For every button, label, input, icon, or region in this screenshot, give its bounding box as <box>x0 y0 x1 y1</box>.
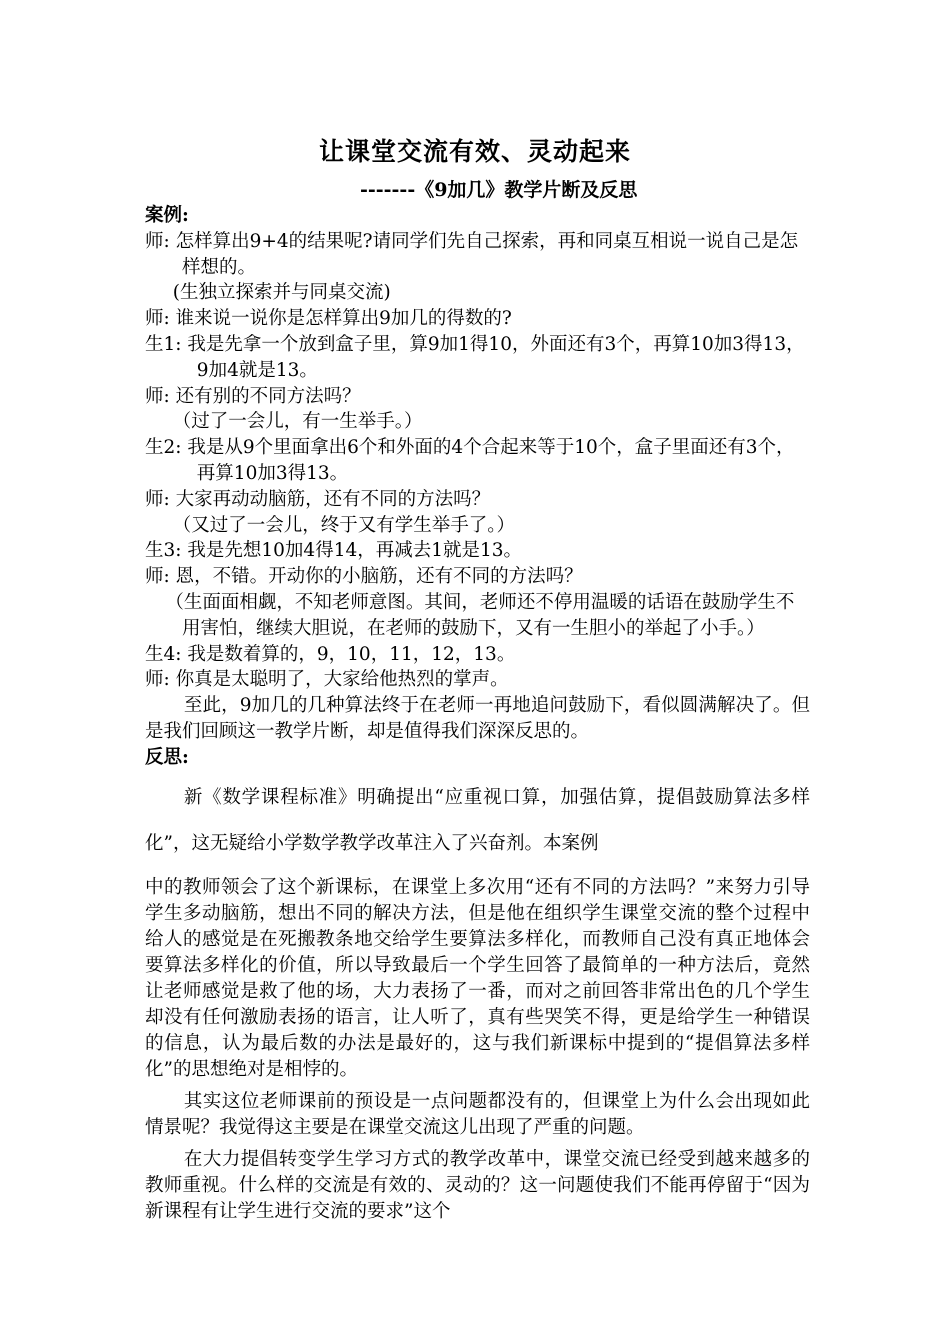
reflection-paragraph: 新《数学课程标准》明确提出“应重视口算，加强估算，提倡鼓励算法多样化”，这无疑给小学数学教学改革注入了兴奋剂。本案例 <box>145 786 810 854</box>
page-subtitle: -------《9加几》教学片断及反思 <box>360 179 638 201</box>
case-line: 师: 怎样算出9+4的结果呢?请同学们先自己探索，再和同桌互相说一说自己是怎样想的。 <box>145 230 799 278</box>
page-title: 让课堂交流有效、灵动起来 <box>318 137 631 166</box>
reflection-heading: 反思: <box>145 746 189 768</box>
case-line: 生4: 我是数着算的，9，10，11，12，13。 <box>145 643 516 665</box>
case-line: 师: 谁来说一说你是怎样算出9加几的得数的? <box>145 308 512 330</box>
case-line: 生3: 我是先想10加4得14，再减去1就是13。 <box>145 540 523 562</box>
reflection-paragraph: 其实这位老师课前的预设是一点问题都没有的，但课堂上为什么会出现如此情景呢？我觉得这主要是在课堂交流这儿出现了严重的问题。 <box>145 1090 810 1138</box>
document-body <box>145 203 810 1225</box>
case-note: （过了一会儿，有一生举手。） <box>172 411 423 433</box>
reflection-paragraph: 中的教师领会了这个新课标，在课堂上多次用“还有不同的方法吗？”来努力引导学生多动脑筋，想出不同的解决方法，但是他在组织学生课堂交流的整个过程中给人的感觉是在死搬教条地交给学生要算法多样化，而教师自己没有真正地体会要算法多样化的价值，所以导致最后一个学生回答了最简单的一种方法后，竟然让老师感觉是救了他的场，大力表扬了一番，而对之前回答非常出色的几个学生却没有任何激励表扬的语言，让人听了，真有些哭笑不得，更是给学生一种错误的信息，认为最后数的办法是最好的，这与我们新课标中提到的“提倡算法多样化”的思想绝对是相悖的。 <box>145 876 810 1080</box>
case-line: 师: 你真是太聪明了，大家给他热烈的掌声。 <box>145 669 509 691</box>
case-heading: 案例: <box>145 205 189 226</box>
case-note: (生独立探索并与同桌交流) <box>172 282 391 304</box>
case-line: 师: 恩，不错。开动你的小脑筋，还有不同的方法吗？ <box>145 566 583 588</box>
reflection-paragraph: 在大力提倡转变学生学习方式的教学改革中，课堂交流已经受到越来越多的教师重视。什么样的交流是有效的、灵动的？这一问题使我们不能再停留于“因为新课程有让学生进行交流的要求”这个 <box>145 1148 810 1222</box>
case-line: 师: 大家再动动脑筋，还有不同的方法吗？ <box>145 488 491 510</box>
case-note: （生面面相觑，不知老师意图。其间，老师还不停用温暖的话语在鼓励学生不用害怕，继续大胆说，在老师的鼓励下，又有一生胆小的举起了小手。） <box>165 591 795 639</box>
case-note: （又过了一会儿，终于又有学生举手了。） <box>172 514 516 536</box>
case-line: 师: 还有别的不同方法吗？ <box>145 385 361 407</box>
case-summary: 至此，9加几的几种算法终于在老师一再地追问鼓励下，看似圆满解决了。但是我们回顾这一教学片断，却是值得我们深深反思的。 <box>145 695 810 742</box>
case-line: 生2: 我是从9个里面拿出6个和外面的4个合起来等于10个，盒子里面还有3个，再算10加3得13。 <box>145 437 795 484</box>
case-line: 生1: 我是先拿一个放到盒子里，算9加1得10，外面还有3个，再算10加3得13，9加4就是13。 <box>145 333 805 381</box>
